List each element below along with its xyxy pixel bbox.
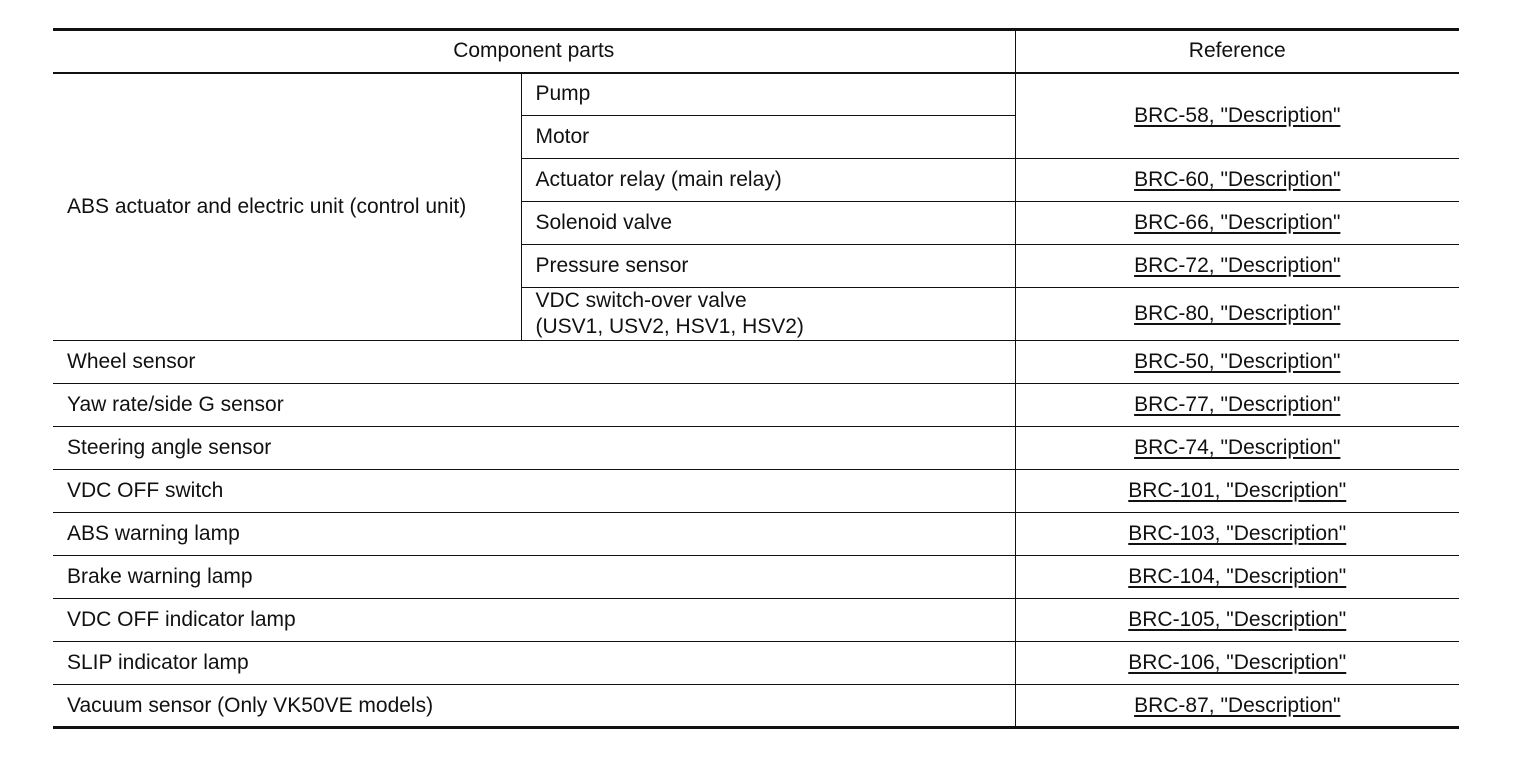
reference-link[interactable]: BRC-105, "Description"	[1128, 608, 1347, 631]
reference-cell	[1015, 202, 1459, 245]
component-parts-table	[53, 28, 1459, 729]
subpart-solenoid-valve: Solenoid valve	[521, 202, 1015, 245]
subpart-actuator-relay: Actuator relay (main relay)	[521, 159, 1015, 202]
reference-link[interactable]: BRC-74, "Description"	[1134, 436, 1341, 459]
reference-cell	[1015, 384, 1459, 427]
header-row	[53, 30, 1459, 73]
reference-cell	[1015, 599, 1459, 642]
table-row	[53, 642, 1459, 685]
part-name: Brake warning lamp	[53, 556, 1015, 599]
header-component-parts: Component parts	[53, 30, 1015, 73]
abs-actuator-group-label: ABS actuator and electric unit (control unit)	[53, 73, 521, 341]
reference-link[interactable]: BRC-60, "Description"	[1134, 168, 1341, 191]
reference-link[interactable]: BRC-58, "Description"	[1134, 103, 1341, 127]
reference-link[interactable]: BRC-101, "Description"	[1128, 479, 1347, 502]
reference-cell	[1015, 427, 1459, 470]
part-name: VDC OFF indicator lamp	[53, 599, 1015, 642]
part-name: Wheel sensor	[53, 341, 1015, 384]
header-reference: Reference	[1015, 30, 1459, 73]
reference-link[interactable]: BRC-104, "Description"	[1128, 565, 1347, 588]
reference-cell	[1015, 341, 1459, 384]
reference-cell	[1015, 513, 1459, 556]
table-row	[53, 73, 1459, 116]
part-name: SLIP indicator lamp	[53, 642, 1015, 685]
reference-link[interactable]: BRC-80, "Description"	[1134, 302, 1341, 325]
reference-cell	[1015, 556, 1459, 599]
reference-cell	[1015, 685, 1459, 728]
table-row	[53, 341, 1459, 384]
table-row	[53, 427, 1459, 470]
part-name: Vacuum sensor (Only VK50VE models)	[53, 685, 1015, 728]
reference-cell	[1015, 642, 1459, 685]
subpart-pressure-sensor: Pressure sensor	[521, 245, 1015, 288]
reference-cell	[1015, 159, 1459, 202]
reference-cell	[1015, 470, 1459, 513]
subpart-pump: Pump	[521, 73, 1015, 116]
part-name: Steering angle sensor	[53, 427, 1015, 470]
reference-cell	[1015, 245, 1459, 288]
vdc-valve-line-2: (USV1, USV2, HSV1, HSV2)	[535, 315, 804, 338]
reference-cell	[1015, 73, 1459, 159]
reference-link[interactable]: BRC-66, "Description"	[1134, 211, 1341, 234]
table-row	[53, 556, 1459, 599]
subpart-motor: Motor	[521, 116, 1015, 159]
vdc-valve-line-1: VDC switch-over valve	[535, 289, 747, 312]
reference-link[interactable]: BRC-103, "Description"	[1128, 522, 1347, 545]
reference-link[interactable]: BRC-77, "Description"	[1134, 393, 1341, 416]
subpart-vdc-switch-over-valve	[521, 288, 1015, 341]
reference-link[interactable]: BRC-72, "Description"	[1134, 254, 1341, 277]
reference-link[interactable]: BRC-106, "Description"	[1128, 651, 1347, 674]
table-row	[53, 599, 1459, 642]
reference-link[interactable]: BRC-87, "Description"	[1134, 693, 1341, 717]
part-name: ABS warning lamp	[53, 513, 1015, 556]
table-row	[53, 470, 1459, 513]
part-name: Yaw rate/side G sensor	[53, 384, 1015, 427]
table-row	[53, 685, 1459, 728]
part-name: VDC OFF switch	[53, 470, 1015, 513]
reference-link[interactable]: BRC-50, "Description"	[1134, 350, 1341, 373]
table-row	[53, 513, 1459, 556]
table-row	[53, 384, 1459, 427]
reference-cell	[1015, 288, 1459, 341]
